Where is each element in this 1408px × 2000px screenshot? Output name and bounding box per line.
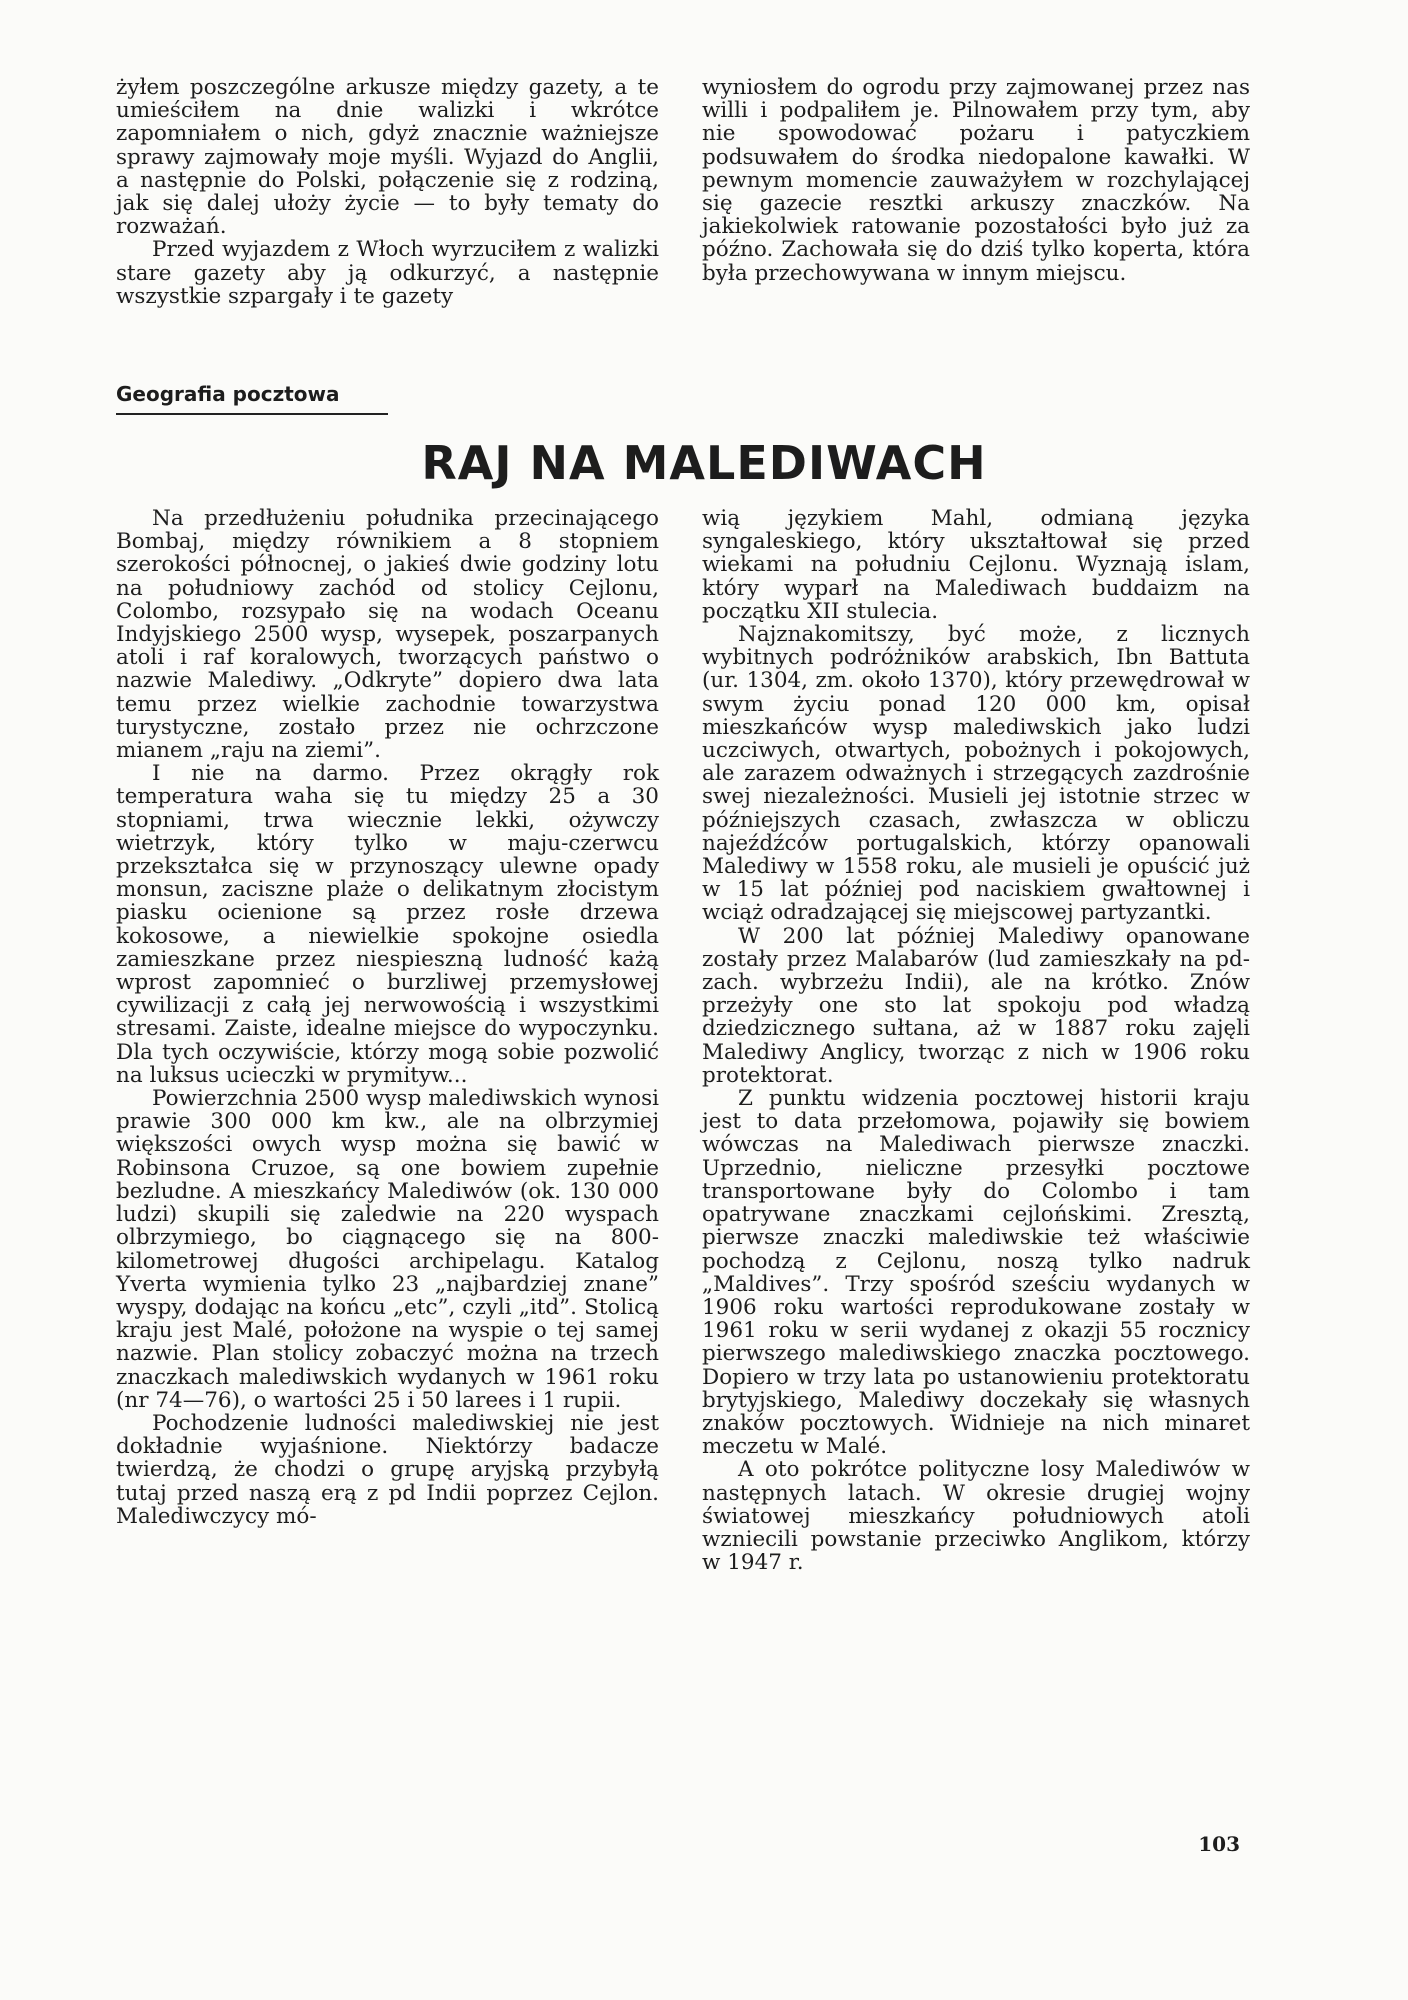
article-right-column <box>702 507 1250 1574</box>
paragraph: W 200 lat później Malediwy opanowane zostały przez Malabarów (lud zamieszkały na pd-zach. wybrzeżu Indii), ale na krótko. Znów przeżyły one sto lat spokoju pod władzą dziedzicznego sułtana, aż w 1887 roku zajęli Malediwy Anglicy, tworząc z nich w 1906 roku protektorat. <box>702 923 1250 1088</box>
paragraph: Przed wyjazdem z Włoch wyrzuciłem z walizki stare gazety aby ją odkurzyć, a następnie wszystkie szpargały i te gazety <box>116 237 659 309</box>
article-left-column <box>116 507 659 1528</box>
article-title: RAJ NA MALEDIWACH <box>421 436 987 490</box>
paragraph: Powierzchnia 2500 wysp malediwskich wynosi prawie 300 000 km kw., ale na olbrzymiej większości owych wysp można się bawić w Robinsona Cruzoe, są one bowiem zupełnie bezludne. A mieszkańcy Malediwów (ok. 130 000 ludzi) skupili się zaledwie na 220 wyspach olbrzymiego, bo ciągnącego się na 800-kilometrowej długości archipelagu. Katalog Yverta wymienia tylko 23 „najbardziej znane” wyspy, dodając na końcu „etc”, czyli „itd”. Stolicą kraju jest Malé, położone na wyspie o tej samej nazwie. Plan stolicy zobaczyć można na trzech znaczkach malediwskich wydanych w 1961 roku (nr 74—76), o wartości 25 i 50 larees i 1 rupii. <box>116 1086 659 1413</box>
paragraph: I nie na darmo. Przez okrągły rok temperatura waha się tu między 25 a 30 stopniami, trwa wiecznie lekki, ożywczy wietrzyk, który tylko w maju-czerwcu przekształca się w przynoszący ulewne opady monsun, zaciszne plaże o delikatnym złocistym piasku ocienione są przez rosłe drzewa kokosowe, a niewielkie spokojne osiedla zamieszkane przez niespieszną ludność każą wprost zapomnieć o burzliwej przemysłowej cywilizacji z całą jej nerwowością i wszystkimi stresami. Zaiste, idealne miejsce do wypoczynku. Dla tych oczywiście, którzy mogą sobie pozwolić na luksus ucieczki w prymityw... <box>116 761 659 1088</box>
paragraph: Najznakomitszy, być może, z licznych wybitnych podróżników arabskich, Ibn Battuta (ur. 1304, zm. około 1370), który przewędrował w swym życiu ponad 120 000 km, opisał mieszkańców wysp malediwskich jako ludzi uczciwych, otwartych, pobożnych i pokojowych, ale zarazem odważnych i strzegących zazdrośnie swej niezależności. Musieli jej istotnie strzec w późniejszych czasach, zwłaszcza w obliczu najeźdźców portugalskich, którzy opanowali Malediwy w 1558 roku, ale musieli je opuścić już w 15 lat później pod naciskiem gwałtownej i wciąż odradzającej się miejscowej partyzantki. <box>702 622 1250 926</box>
paragraph: Z punktu widzenia pocztowej historii kraju jest to data przełomowa, pojawiły się bowiem wówczas na Malediwach pierwsze znaczki. Uprzednio, nieliczne przesyłki pocztowe transportowane były do Colombo i tam opatrywane znaczkami cejlońskimi. Zresztą, pierwsze znaczki malediwskie też właściwie pochodzą z Cejlonu, noszą tylko nadruk „Maldives”. Trzy spośród sześciu wydanych w 1906 roku wartości reprodukowane zostały w 1961 roku w serii wydanej z okazji 55 rocznicy pierwszego malediwskiego znaczka pocztowego. Dopiero w trzy lata po ustanowieniu protektoratu brytyjskiego, Malediwy doczekały się własnych znaków pocztowych. Widnieje na nich minaret meczetu w Malé. <box>702 1086 1250 1460</box>
paragraph: Na przedłużeniu południka przecinającego Bombaj, między równikiem a 8 stopniem szerokości północnej, o jakieś dwie godziny lotu na południowy zachód od stolicy Cejlonu, Colombo, rozsypało się na wodach Oceanu Indyjskiego 2500 wysp, wysepek, poszarpanych atoli i raf koralowych, tworzących państwo o nazwie Malediwy. „Odkryte” dopiero dwa lata temu przez wielkie zachodnie towarzystwa turystyczne, zostało przez nie ochrzczone mianem „raju na ziemi”. <box>116 506 659 764</box>
previous-article-left-column <box>116 76 659 308</box>
paragraph: wią językiem Mahl, odmianą języka syngaleskiego, który ukształtował się przed wiekami na południu Cejlonu. Wyznają islam, który wyparł na Malediwach buddaizm na początku XII stulecia. <box>702 506 1250 624</box>
page-number: 103 <box>1198 1832 1240 1856</box>
section-label: Geografia pocztowa <box>116 381 388 415</box>
paragraph: żyłem poszczególne arkusze między gazety, a te umieściłem na dnie walizki i wkrótce zapomniałem o nich, gdyż znacznie ważniejsze sprawy zajmowały moje myśli. Wyjazd do Anglii, a następnie do Polski, połączenie się z rodziną, jak się dalej ułoży życie — to były tematy do rozważań. <box>116 75 659 240</box>
paragraph: Pochodzenie ludności malediwskiej nie jest dokładnie wyjaśnione. Niektórzy badacze twierdzą, że chodzi o grupę aryjską przybyłą tutaj przed naszą erą z pd Indii poprzez Cejlon. Malediwczycy mó- <box>116 1410 659 1529</box>
paragraph: A oto pokrótce polityczne losy Malediwów w następnych latach. W okresie drugiej wojny światowej mieszkańcy południowych atoli wzniecili powstanie przeciwko Anglikom, którzy w 1947 r. <box>702 1457 1250 1576</box>
previous-article-right-column <box>702 76 1250 285</box>
paragraph: wyniosłem do ogrodu przy zajmowanej przez nas willi i podpaliłem je. Pilnowałem przy tym, aby nie spowodować pożaru i patyczkiem podsuwałem do środka niedopalone kawałki. W pewnym momencie zauważyłem w rozchylającej się gazecie resztki arkuszy znaczków. Na jakiekolwiek ratowanie pozostałości było już za późno. Zachowała się do dziś tylko koperta, która była przechowywana w innym miejscu. <box>702 75 1250 286</box>
